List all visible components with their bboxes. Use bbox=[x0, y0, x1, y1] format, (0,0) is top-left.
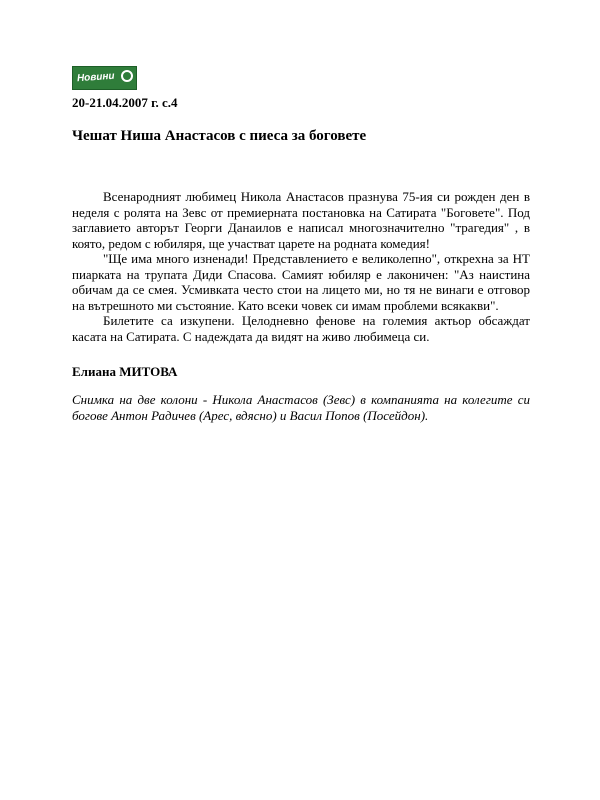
article-title: Чешат Ниша Анастасов с пиеса за боговете bbox=[72, 128, 367, 144]
photo-caption: Снимка на две колони - Никола Анастасов (Зевс) в компанията на колегите си богове Антон Радичев (Арес, вдясно) и Васил Попов (Посейдон). bbox=[72, 392, 530, 423]
author-byline: Елиана МИТОВА bbox=[72, 364, 178, 379]
logo-text: Новини bbox=[76, 70, 115, 85]
paragraph-3: Билетите са изкупени. Целодневно фенове на големия актьор обсаждат касата на Сатирата. С надеждата да видят на живо любимеца си. bbox=[72, 313, 530, 344]
article-page bbox=[72, 66, 530, 424]
date-line: 20-21.04.2007 г. с.4 bbox=[72, 95, 178, 110]
article-body bbox=[72, 189, 530, 344]
paragraph-1: Всенародният любимец Никола Анастасов празнува 75-ия си рожден ден в неделя с ролята на Зевс от премиерната постановка на Сатирата "Боговете". Под заглавието авторът Георги Данаилов е написал многозначително "трагедия" , в която, редом с юбиляря, ще участват царете на родната комедия! bbox=[72, 189, 530, 251]
paragraph-2: "Ще има много изненади! Представлението е великолепно", открехна за НТ пиарката на трупата Диди Спасова. Самият юбиляр е лаконичен: "Аз наистина обичам да се смея. Усмивката често стои на лицето ми, но тя не винаги е отговор на вътрешното ми състояние. Като всеки човек си имам проблеми всякакви". bbox=[72, 251, 530, 313]
logo-circle-icon bbox=[121, 70, 133, 82]
newspaper-logo bbox=[72, 66, 137, 90]
